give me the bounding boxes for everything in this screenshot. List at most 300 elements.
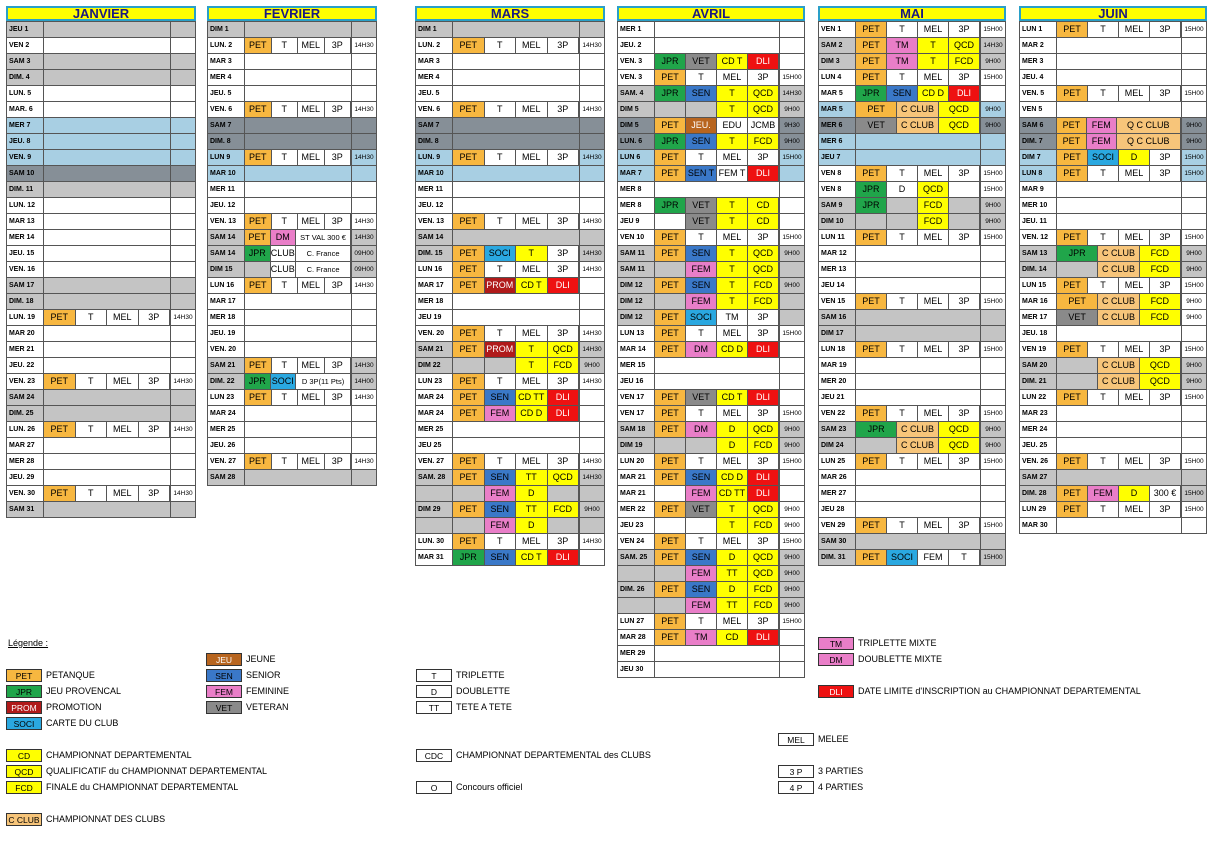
time-cell xyxy=(1182,70,1207,86)
event-tag: PET xyxy=(453,406,485,421)
event-tag: SEN xyxy=(686,134,717,149)
event-tag: D xyxy=(516,486,548,501)
day-row xyxy=(208,118,377,134)
day-label: VEN. 5 xyxy=(1020,86,1057,102)
events-cell xyxy=(655,486,780,502)
day-label: JEU 1 xyxy=(7,22,44,38)
event-tag: T xyxy=(686,230,717,245)
time-cell xyxy=(171,22,196,38)
event-tag: PROM xyxy=(485,278,517,293)
day-label: SAM 6 xyxy=(1020,118,1057,134)
month-fevrier xyxy=(207,6,377,486)
legend-text: CHAMPIONNAT DES CLUBS xyxy=(46,814,166,824)
day-row xyxy=(7,326,196,342)
event-tag xyxy=(655,566,686,581)
day-row xyxy=(1020,70,1207,86)
time-cell: 9H00 xyxy=(780,502,805,518)
event-tag: PET xyxy=(655,534,686,549)
time-cell: 14H30 xyxy=(580,326,605,342)
day-label: MAR 5 xyxy=(819,86,856,102)
events-cell xyxy=(856,534,981,550)
day-row xyxy=(1020,150,1207,166)
time-cell: 9H00 xyxy=(981,438,1006,454)
events-cell xyxy=(453,358,580,374)
event-tag: PET xyxy=(453,278,485,293)
events-cell xyxy=(44,438,171,454)
day-row xyxy=(7,310,196,326)
events-cell xyxy=(245,342,352,358)
time-cell xyxy=(171,262,196,278)
event-tag xyxy=(655,486,686,501)
day-row xyxy=(416,470,605,486)
event-tag: C CLUB xyxy=(1098,246,1139,261)
day-row xyxy=(819,310,1006,326)
day-row xyxy=(1020,278,1207,294)
events-cell xyxy=(44,470,171,486)
day-label: JEU. 18 xyxy=(1020,326,1057,342)
event-tag: CD xyxy=(717,630,748,645)
day-label: MER 8 xyxy=(618,182,655,198)
time-cell xyxy=(171,150,196,166)
event-tag: 3P xyxy=(548,38,580,53)
day-row xyxy=(819,454,1006,470)
legend-text: DOUBLETTE MIXTE xyxy=(858,654,943,664)
event-tag: T xyxy=(717,262,748,277)
day-row xyxy=(416,550,605,566)
time-cell: 9H30 xyxy=(780,118,805,134)
event-tag: PET xyxy=(655,550,686,565)
event-tag: SEN xyxy=(485,390,517,405)
event-tag: PET xyxy=(655,230,686,245)
day-label: SAM 31 xyxy=(7,502,44,518)
day-label: VEN. 13 xyxy=(208,214,245,230)
day-row xyxy=(416,518,605,534)
day-label: SAM 14 xyxy=(208,230,245,246)
day-label: SAM 2 xyxy=(819,38,856,54)
time-cell: 15H00 xyxy=(981,550,1006,566)
day-row xyxy=(618,630,805,646)
event-tag xyxy=(949,182,980,197)
day-label: JEU. 26 xyxy=(208,438,245,454)
event-tag: PET xyxy=(655,470,686,485)
day-label: MER 24 xyxy=(1020,422,1057,438)
event-tag: CD T xyxy=(516,550,548,565)
day-row xyxy=(819,502,1006,518)
event-tag: 3P xyxy=(748,614,779,629)
event-tag: T xyxy=(717,294,748,309)
day-row xyxy=(1020,438,1207,454)
event-tag: SEN xyxy=(686,582,717,597)
events-cell xyxy=(44,278,171,294)
events-cell xyxy=(655,150,780,166)
day-row xyxy=(416,342,605,358)
legend-item xyxy=(6,780,238,794)
events-cell xyxy=(655,310,780,326)
time-cell: 9H00 xyxy=(780,518,805,534)
event-tag: TM xyxy=(887,38,918,53)
events-cell xyxy=(453,166,580,182)
day-label: DIM. 8 xyxy=(416,134,453,150)
event-tag: FCD xyxy=(918,198,949,213)
events-cell xyxy=(1057,230,1182,246)
day-label: LUN 16 xyxy=(208,278,245,294)
time-cell: 14H30 xyxy=(580,214,605,230)
day-label: JEU. 11 xyxy=(1020,214,1057,230)
time-cell: 9H00 xyxy=(780,566,805,582)
time-cell xyxy=(981,278,1006,294)
day-row xyxy=(416,326,605,342)
day-label: SAM 24 xyxy=(7,390,44,406)
day-label: JEU 25 xyxy=(416,438,453,454)
events-cell xyxy=(44,86,171,102)
event-tag: TT xyxy=(516,470,548,485)
time-cell: 15H00 xyxy=(981,166,1006,182)
event-tag: C. France xyxy=(296,262,351,277)
event-tag: 3P xyxy=(325,214,352,229)
legend-text: TETE A TETE xyxy=(456,702,512,712)
events-cell xyxy=(655,294,780,310)
day-row xyxy=(7,294,196,310)
events-cell xyxy=(44,150,171,166)
day-row xyxy=(7,214,196,230)
day-label: DIM. 28 xyxy=(1020,486,1057,502)
event-tag: T xyxy=(485,38,517,53)
event-tag: C CLUB xyxy=(897,118,938,133)
day-row xyxy=(618,582,805,598)
event-tag: D xyxy=(717,550,748,565)
day-label: DIM 1 xyxy=(416,22,453,38)
event-tag: 3P xyxy=(139,310,171,325)
time-cell: 14H30 xyxy=(580,534,605,550)
event-tag: MEL xyxy=(516,374,548,389)
event-tag: SEN xyxy=(686,470,717,485)
day-label: DIM 12 xyxy=(618,294,655,310)
legend-item xyxy=(416,684,510,698)
events-cell xyxy=(245,470,352,486)
day-row xyxy=(618,262,805,278)
time-cell xyxy=(580,118,605,134)
day-row xyxy=(7,102,196,118)
event-tag: 3P xyxy=(548,534,580,549)
event-tag: T xyxy=(717,278,748,293)
event-tag: T xyxy=(717,134,748,149)
time-cell xyxy=(981,502,1006,518)
time-cell xyxy=(780,390,805,406)
time-cell xyxy=(171,454,196,470)
day-row xyxy=(618,614,805,630)
legend-item xyxy=(206,700,289,714)
day-label: LUN 27 xyxy=(618,614,655,630)
day-row xyxy=(618,342,805,358)
time-cell: 15H00 xyxy=(1182,278,1207,294)
time-cell: 9H00 xyxy=(780,134,805,150)
time-cell: 14H30 xyxy=(580,246,605,262)
event-tag: 3P xyxy=(949,230,980,245)
event-tag: PET xyxy=(856,54,887,69)
time-cell xyxy=(171,358,196,374)
events-cell xyxy=(453,406,580,422)
day-row xyxy=(819,22,1006,38)
day-row xyxy=(7,22,196,38)
day-label: MAR 28 xyxy=(618,630,655,646)
day-label: DIM. 4 xyxy=(7,70,44,86)
time-cell xyxy=(580,278,605,294)
day-row xyxy=(1020,166,1207,182)
event-tag: T xyxy=(918,38,949,53)
time-cell xyxy=(171,118,196,134)
events-cell xyxy=(245,310,352,326)
day-row xyxy=(1020,214,1207,230)
events-cell xyxy=(245,358,352,374)
events-cell xyxy=(655,166,780,182)
events-cell xyxy=(245,406,352,422)
time-cell xyxy=(171,278,196,294)
time-cell xyxy=(780,486,805,502)
day-row xyxy=(618,134,805,150)
event-tag xyxy=(1057,358,1098,373)
day-row xyxy=(618,326,805,342)
legend-key: 3 P xyxy=(778,765,814,778)
time-cell: 14H30 xyxy=(580,150,605,166)
event-tag: PET xyxy=(453,214,485,229)
day-label: DIM. 7 xyxy=(1020,134,1057,150)
event-tag: PET xyxy=(655,454,686,469)
time-cell xyxy=(580,134,605,150)
event-tag: CLUB xyxy=(271,246,297,261)
day-label: DIM 5 xyxy=(618,102,655,118)
event-tag: FEM xyxy=(1087,118,1117,133)
day-row xyxy=(618,294,805,310)
event-tag: PET xyxy=(1057,294,1098,309)
event-tag: T xyxy=(717,86,748,101)
day-label: MAR 5 xyxy=(819,102,856,118)
events-cell xyxy=(1057,310,1182,326)
time-cell xyxy=(171,502,196,518)
day-label: MAR 27 xyxy=(7,438,44,454)
day-row xyxy=(1020,182,1207,198)
day-row xyxy=(1020,86,1207,102)
events-cell xyxy=(1057,86,1182,102)
day-label: MER 25 xyxy=(208,422,245,438)
day-label: VEN 17 xyxy=(618,406,655,422)
event-tag: CD D xyxy=(717,470,748,485)
day-row xyxy=(1020,358,1207,374)
time-cell xyxy=(171,230,196,246)
event-tag: PET xyxy=(453,470,485,485)
day-label: JEU. 25 xyxy=(1020,438,1057,454)
event-tag: PET xyxy=(44,374,76,389)
time-cell xyxy=(981,326,1006,342)
day-label: DIM. 8 xyxy=(208,134,245,150)
legend-text: TRIPLETTE MIXTE xyxy=(858,638,937,648)
event-tag: 3P xyxy=(1150,86,1181,101)
event-tag: FCD xyxy=(1140,310,1181,325)
events-cell xyxy=(1057,326,1182,342)
day-label: LUN 13 xyxy=(618,326,655,342)
day-row xyxy=(7,358,196,374)
event-tag: VET xyxy=(686,214,717,229)
time-cell: 15H00 xyxy=(780,614,805,630)
day-row xyxy=(7,374,196,390)
event-tag: FEM T xyxy=(717,166,748,181)
time-cell xyxy=(780,374,805,390)
event-tag: FEM xyxy=(686,294,717,309)
day-label: LUN. 2 xyxy=(208,38,245,54)
events-cell xyxy=(453,342,580,358)
time-cell xyxy=(352,182,377,198)
event-tag xyxy=(655,262,686,277)
events-cell xyxy=(245,390,352,406)
legend-key: DM xyxy=(818,653,854,666)
event-tag: 3P xyxy=(949,294,980,309)
events-cell xyxy=(856,102,981,118)
time-cell: 15H00 xyxy=(780,454,805,470)
legend-text: CHAMPIONNAT DEPARTEMENTAL des CLUBS xyxy=(456,750,651,760)
event-tag xyxy=(655,102,686,117)
time-cell: 14H30 xyxy=(352,278,377,294)
events-cell xyxy=(453,438,580,454)
event-tag: FEM xyxy=(485,518,517,533)
event-tag: PET xyxy=(245,278,272,293)
time-cell xyxy=(352,118,377,134)
event-tag: MEL xyxy=(717,614,748,629)
event-tag: PET xyxy=(655,166,686,181)
event-tag: 3P xyxy=(548,454,580,469)
time-cell: 14H30 xyxy=(352,214,377,230)
event-tag: T xyxy=(686,534,717,549)
day-row xyxy=(208,438,377,454)
events-cell xyxy=(1057,102,1182,118)
day-label: DIM 15 xyxy=(208,262,245,278)
legend-key: TM xyxy=(818,637,854,650)
day-label: VEN. 27 xyxy=(416,454,453,470)
time-cell: 15H00 xyxy=(981,342,1006,358)
event-tag: D xyxy=(1119,150,1150,165)
event-tag: CD D xyxy=(717,342,748,357)
time-cell: 14H30 xyxy=(580,102,605,118)
event-tag: PET xyxy=(453,374,485,389)
time-cell: 15H00 xyxy=(981,230,1006,246)
day-row xyxy=(416,246,605,262)
event-tag: T xyxy=(1088,22,1119,37)
events-cell xyxy=(245,230,352,246)
time-cell xyxy=(580,198,605,214)
events-cell xyxy=(44,390,171,406)
event-tag: FCD xyxy=(1140,246,1181,261)
day-label: VEN. 3 xyxy=(618,54,655,70)
day-label: MAR 31 xyxy=(416,550,453,566)
event-tag: T xyxy=(1088,502,1119,517)
event-tag: FCD xyxy=(548,358,580,373)
day-row xyxy=(819,118,1006,134)
events-cell xyxy=(44,182,171,198)
day-row xyxy=(1020,22,1207,38)
day-row xyxy=(618,518,805,534)
events-cell xyxy=(856,198,981,214)
events-cell xyxy=(245,22,352,38)
time-cell: 9H00 xyxy=(1182,294,1207,310)
event-tag xyxy=(453,518,485,533)
events-cell xyxy=(655,438,780,454)
legend-item xyxy=(778,732,849,746)
event-tag: Q C CLUB xyxy=(1117,134,1181,149)
event-tag: VET xyxy=(1057,310,1098,325)
time-cell xyxy=(1182,182,1207,198)
day-row xyxy=(618,214,805,230)
time-cell: 15H00 xyxy=(1182,390,1207,406)
time-cell xyxy=(171,406,196,422)
event-tag: MEL xyxy=(1119,278,1150,293)
event-tag: FEM xyxy=(485,406,517,421)
event-tag: MEL xyxy=(717,150,748,165)
event-tag: C CLUB xyxy=(897,102,938,117)
day-row xyxy=(7,470,196,486)
event-tag: PET xyxy=(245,102,272,117)
day-row xyxy=(208,358,377,374)
legend-text: FEMININE xyxy=(246,686,290,696)
event-tag xyxy=(686,438,717,453)
event-tag: MEL xyxy=(516,214,548,229)
event-tag: PET xyxy=(1057,486,1088,501)
events-cell xyxy=(453,22,580,38)
legend-item xyxy=(416,700,512,714)
day-row xyxy=(7,150,196,166)
month-title: JANVIER xyxy=(6,6,196,21)
event-tag xyxy=(1057,262,1098,277)
day-label: DIM. 11 xyxy=(7,182,44,198)
event-tag xyxy=(1057,374,1098,389)
event-tag: QCD xyxy=(748,262,779,277)
day-row xyxy=(618,662,805,678)
time-cell: 14H30 xyxy=(580,374,605,390)
events-cell xyxy=(245,182,352,198)
event-tag: PET xyxy=(1057,502,1088,517)
day-label: MER 27 xyxy=(819,486,856,502)
event-tag: JPR xyxy=(453,550,485,565)
day-row xyxy=(819,278,1006,294)
day-row xyxy=(7,86,196,102)
event-tag: MEL xyxy=(918,518,949,533)
day-row xyxy=(416,454,605,470)
day-label: MER 14 xyxy=(7,230,44,246)
events-cell xyxy=(1057,246,1182,262)
legend-item xyxy=(416,668,505,682)
events-cell xyxy=(453,326,580,342)
event-tag: CD T xyxy=(516,278,548,293)
event-tag: 3P xyxy=(949,70,980,85)
event-tag: JPR xyxy=(655,134,686,149)
day-label: LUN 4 xyxy=(819,70,856,86)
time-cell xyxy=(580,70,605,86)
day-row xyxy=(1020,454,1207,470)
day-row xyxy=(1020,342,1207,358)
legend-text: FINALE du CHAMPIONNAT DEPARTEMENTAL xyxy=(46,782,239,792)
events-cell xyxy=(245,262,352,278)
event-tag: T xyxy=(717,246,748,261)
events-cell xyxy=(453,262,580,278)
day-label: MER 11 xyxy=(208,182,245,198)
day-row xyxy=(618,422,805,438)
legend-item xyxy=(206,668,281,682)
day-label: SAM. 28 xyxy=(416,470,453,486)
event-tag: QCD xyxy=(548,470,580,485)
events-cell xyxy=(1057,198,1182,214)
event-tag: T xyxy=(1088,390,1119,405)
events-cell xyxy=(1057,406,1182,422)
day-row xyxy=(208,150,377,166)
day-row xyxy=(819,390,1006,406)
events-cell xyxy=(453,54,580,70)
